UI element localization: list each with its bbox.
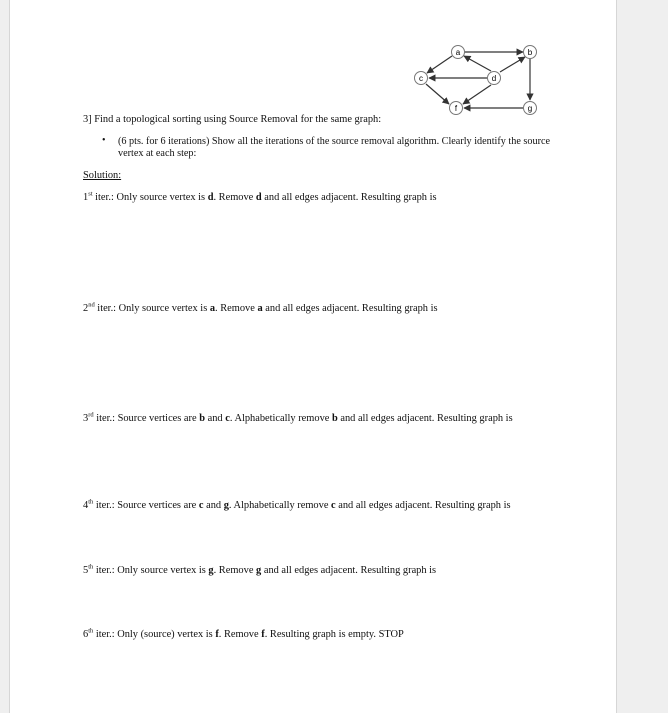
edge-c-f	[426, 84, 449, 104]
node-a-label: a	[455, 48, 461, 57]
node-f	[450, 102, 463, 115]
iteration-5: 5th iter.: Only source vertex is g. Remove g and all edges adjacent. Resulting graph is	[83, 563, 437, 576]
node-b	[524, 46, 537, 59]
iteration-4: 4th iter.: Source vertices are c and g. Alphabetically remove c and all edges adjacent. Resulting graph is	[83, 498, 511, 511]
node-c	[415, 72, 428, 85]
node-c-label: c	[419, 74, 423, 83]
node-g	[524, 102, 537, 115]
node-d	[488, 72, 501, 85]
bullet-instructions: (6 pts. for 6 iterations) Show all the iterations of the source removal algorithm. Clearly identify the source vertex at each step:	[118, 136, 551, 159]
iteration-1: 1st iter.: Only source vertex is d. Remove d and all edges adjacent. Resulting graph is	[83, 190, 437, 203]
solution-heading: Solution:	[83, 170, 122, 181]
node-f-label: f	[454, 104, 458, 113]
edge-d-a	[464, 56, 491, 71]
question-text: 3] Find a topological sorting using Source Removal for the same graph:	[83, 114, 382, 125]
node-a	[452, 46, 465, 59]
directed-graph-diagram	[408, 40, 544, 118]
node-d-label: d	[491, 74, 497, 83]
iteration-6: 6th iter.: Only (source) vertex is f. Remove f. Resulting graph is empty. STOP	[83, 627, 404, 640]
edge-a-c	[427, 56, 452, 73]
iteration-3: 3rd iter.: Source vertices are b and c. Alphabetically remove b and all edges adjacent. Resulting graph is	[83, 411, 513, 424]
node-g-label: g	[527, 104, 533, 113]
document-page	[9, 0, 617, 713]
iteration-2: 2nd iter.: Only source vertex is a. Remove a and all edges adjacent. Resulting graph is	[83, 301, 438, 314]
edge-d-b	[500, 57, 525, 72]
edge-d-f	[463, 85, 491, 104]
node-b-label: b	[527, 48, 533, 57]
bullet-icon: •	[102, 135, 106, 146]
